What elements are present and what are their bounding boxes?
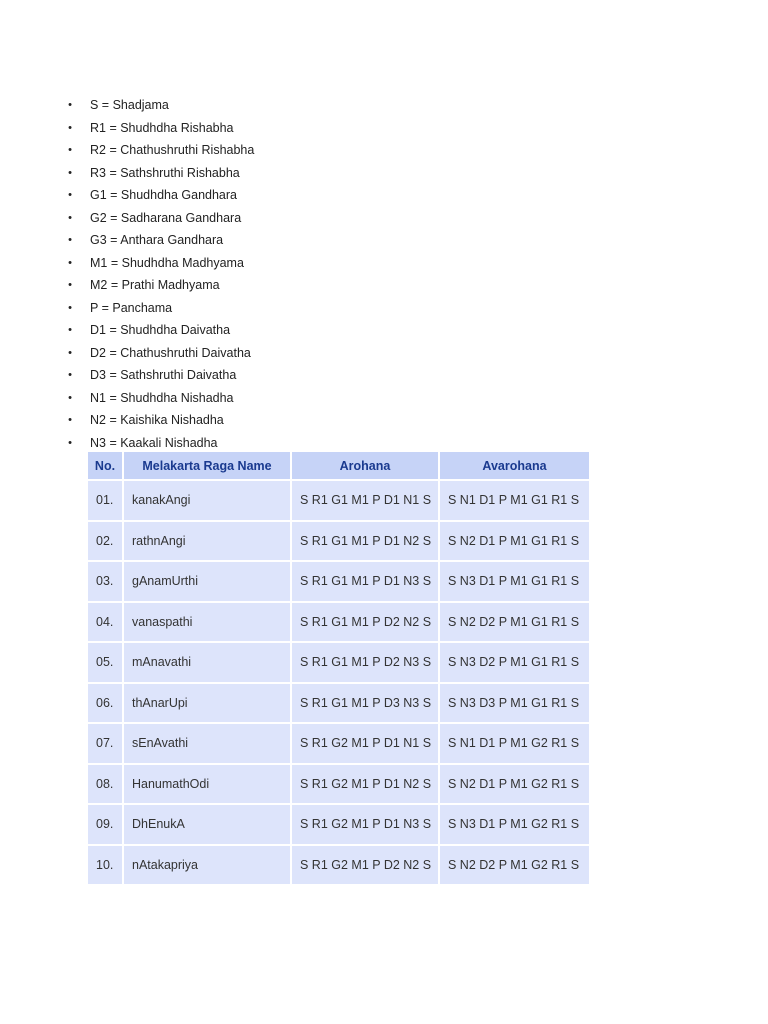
row-number: 06. bbox=[88, 683, 123, 724]
table-row bbox=[88, 602, 589, 643]
avarohana: S N2 D2 P M1 G1 R1 S bbox=[439, 602, 589, 643]
row-number: 10. bbox=[88, 845, 123, 886]
raga-name: mAnavathi bbox=[123, 642, 291, 683]
legend-text: D1 = Shudhdha Daivatha bbox=[90, 323, 231, 337]
legend-item bbox=[66, 364, 254, 387]
legend-text: M2 = Prathi Madhyama bbox=[90, 278, 220, 292]
table-row bbox=[88, 642, 589, 683]
melakarta-raga-table bbox=[88, 452, 589, 886]
bullet-icon: • bbox=[68, 369, 72, 381]
header-raga-name: Melakarta Raga Name bbox=[123, 452, 291, 480]
bullet-icon: • bbox=[68, 144, 72, 156]
avarohana: S N3 D2 P M1 G1 R1 S bbox=[439, 642, 589, 683]
legend-item bbox=[66, 432, 254, 455]
row-number: 03. bbox=[88, 561, 123, 602]
table-row bbox=[88, 521, 589, 562]
legend-item bbox=[66, 274, 254, 297]
legend-item bbox=[66, 229, 254, 252]
arohana: S R1 G1 M1 P D1 N1 S bbox=[291, 480, 439, 521]
avarohana: S N1 D1 P M1 G2 R1 S bbox=[439, 723, 589, 764]
legend-text: R2 = Chathushruthi Rishabha bbox=[90, 143, 255, 157]
bullet-icon: • bbox=[68, 99, 72, 111]
legend-text: D2 = Chathushruthi Daivatha bbox=[90, 345, 251, 360]
avarohana: S N3 D1 P M1 G2 R1 S bbox=[439, 804, 589, 845]
table-row bbox=[88, 764, 589, 805]
legend-item bbox=[66, 252, 254, 275]
arohana: S R1 G1 M1 P D2 N2 S bbox=[291, 602, 439, 643]
raga-name: nAtakapriya bbox=[123, 845, 291, 886]
arohana: S R1 G2 M1 P D1 N2 S bbox=[291, 764, 439, 805]
legend-item bbox=[66, 207, 254, 230]
header-avarohana: Avarohana bbox=[439, 452, 589, 480]
header-arohana: Arohana bbox=[291, 452, 439, 480]
table-header-row bbox=[88, 452, 589, 480]
row-number: 04. bbox=[88, 602, 123, 643]
legend-text: D3 = Sathshruthi Daivatha bbox=[90, 368, 237, 382]
arohana: S R1 G1 M1 P D1 N2 S bbox=[291, 521, 439, 562]
raga-name: vanaspathi bbox=[123, 602, 291, 643]
bullet-icon: • bbox=[68, 414, 72, 426]
legend-item bbox=[66, 94, 254, 117]
table-row bbox=[88, 845, 589, 886]
table-row bbox=[88, 561, 589, 602]
arohana: S R1 G1 M1 P D2 N3 S bbox=[291, 642, 439, 683]
bullet-icon: • bbox=[68, 391, 72, 404]
legend-item bbox=[66, 387, 254, 410]
legend-text: G2 = Sadharana Gandhara bbox=[90, 210, 242, 225]
bullet-icon: • bbox=[68, 256, 72, 269]
arohana: S R1 G2 M1 P D2 N2 S bbox=[291, 845, 439, 886]
bullet-icon: • bbox=[68, 301, 72, 314]
row-number: 07. bbox=[88, 723, 123, 764]
bullet-icon: • bbox=[68, 324, 72, 336]
legend-text: N2 = Kaishika Nishadha bbox=[90, 413, 224, 427]
avarohana: S N2 D2 P M1 G2 R1 S bbox=[439, 845, 589, 886]
raga-name: gAnamUrthi bbox=[123, 561, 291, 602]
arohana: S R1 G1 M1 P D1 N3 S bbox=[291, 561, 439, 602]
table-row bbox=[88, 723, 589, 764]
row-number: 01. bbox=[88, 480, 123, 521]
raga-name: kanakAngi bbox=[123, 480, 291, 521]
legend-item bbox=[66, 162, 254, 185]
legend-text: R1 = Shudhdha Rishabha bbox=[90, 120, 234, 135]
legend-text: R3 = Sathshruthi Rishabha bbox=[90, 165, 240, 180]
legend-text: G1 = Shudhdha Gandhara bbox=[90, 188, 237, 202]
legend-text: P = Panchama bbox=[90, 300, 173, 315]
bullet-icon: • bbox=[68, 121, 72, 134]
arohana: S R1 G1 M1 P D3 N3 S bbox=[291, 683, 439, 724]
bullet-icon: • bbox=[68, 166, 72, 179]
legend-item bbox=[66, 139, 254, 162]
bullet-icon: • bbox=[68, 279, 72, 291]
arohana: S R1 G2 M1 P D1 N3 S bbox=[291, 804, 439, 845]
arohana: S R1 G2 M1 P D1 N1 S bbox=[291, 723, 439, 764]
avarohana: S N3 D1 P M1 G1 R1 S bbox=[439, 561, 589, 602]
bullet-icon: • bbox=[68, 436, 72, 449]
legend-text: N1 = Shudhdha Nishadha bbox=[90, 390, 234, 405]
legend-item bbox=[66, 342, 254, 365]
legend-text: N3 = Kaakali Nishadha bbox=[90, 435, 218, 450]
table-row bbox=[88, 683, 589, 724]
bullet-icon: • bbox=[68, 211, 72, 224]
row-number: 09. bbox=[88, 804, 123, 845]
avarohana: S N3 D3 P M1 G1 R1 S bbox=[439, 683, 589, 724]
legend-text: M1 = Shudhdha Madhyama bbox=[90, 255, 244, 270]
raga-name: rathnAngi bbox=[123, 521, 291, 562]
legend-item bbox=[66, 297, 254, 320]
legend-text: S = Shadjama bbox=[90, 98, 169, 112]
row-number: 08. bbox=[88, 764, 123, 805]
legend-item bbox=[66, 184, 254, 207]
bullet-icon: • bbox=[68, 346, 72, 359]
bullet-icon: • bbox=[68, 189, 72, 201]
table-row bbox=[88, 480, 589, 521]
avarohana: S N1 D1 P M1 G1 R1 S bbox=[439, 480, 589, 521]
raga-name: sEnAvathi bbox=[123, 723, 291, 764]
legend-item bbox=[66, 409, 254, 432]
raga-name: HanumathOdi bbox=[123, 764, 291, 805]
row-number: 02. bbox=[88, 521, 123, 562]
bullet-icon: • bbox=[68, 234, 72, 246]
legend-item bbox=[66, 117, 254, 140]
legend-item bbox=[66, 319, 254, 342]
header-no: No. bbox=[88, 452, 123, 480]
raga-name: DhEnukA bbox=[123, 804, 291, 845]
legend-text: G3 = Anthara Gandhara bbox=[90, 233, 224, 247]
swara-legend-list bbox=[66, 94, 254, 454]
avarohana: S N2 D1 P M1 G1 R1 S bbox=[439, 521, 589, 562]
avarohana: S N2 D1 P M1 G2 R1 S bbox=[439, 764, 589, 805]
table-row bbox=[88, 804, 589, 845]
raga-name: thAnarUpi bbox=[123, 683, 291, 724]
row-number: 05. bbox=[88, 642, 123, 683]
